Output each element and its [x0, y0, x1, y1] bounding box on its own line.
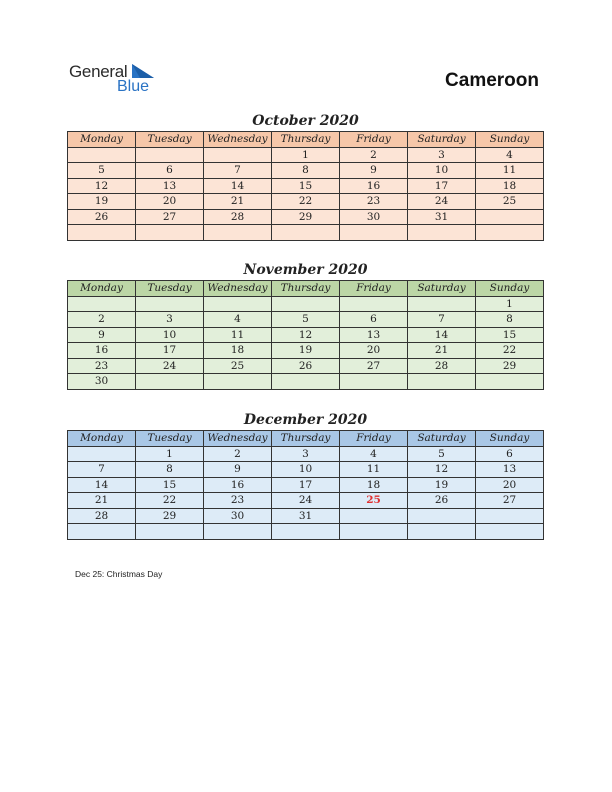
day-cell: 6 [136, 163, 204, 179]
day-cell: 3 [408, 147, 476, 163]
day-cell: 3 [136, 312, 204, 328]
day-cell: 25 [476, 194, 544, 210]
week-row [68, 477, 544, 493]
day-cell: 26 [408, 493, 476, 509]
weekday-header: Saturday [408, 431, 476, 447]
day-cell [408, 524, 476, 540]
day-cell [408, 374, 476, 390]
week-row [68, 178, 544, 194]
calendar-december [67, 411, 544, 540]
week-row [68, 163, 544, 179]
week-row [68, 296, 544, 312]
week-row [68, 462, 544, 478]
day-cell: 9 [68, 327, 136, 343]
day-cell [204, 524, 272, 540]
day-cell [340, 296, 408, 312]
weekday-header: Thursday [272, 132, 340, 148]
day-cell: 11 [204, 327, 272, 343]
day-cell [340, 524, 408, 540]
weekday-header: Friday [340, 431, 408, 447]
day-cell: 6 [340, 312, 408, 328]
day-cell [68, 524, 136, 540]
weekday-header: Monday [68, 281, 136, 297]
logo [69, 60, 169, 100]
weekday-header: Thursday [272, 431, 340, 447]
day-cell: 4 [476, 147, 544, 163]
day-cell: 14 [408, 327, 476, 343]
weekday-header: Wednesday [204, 132, 272, 148]
day-cell [68, 296, 136, 312]
day-cell: 29 [476, 358, 544, 374]
day-cell [136, 296, 204, 312]
day-cell: 11 [340, 462, 408, 478]
day-cell: 12 [408, 462, 476, 478]
day-cell: 27 [340, 358, 408, 374]
week-row [68, 358, 544, 374]
day-cell: 16 [340, 178, 408, 194]
day-cell: 14 [204, 178, 272, 194]
day-cell: 30 [68, 374, 136, 390]
day-cell: 28 [204, 209, 272, 225]
day-cell: 10 [272, 462, 340, 478]
calendar-october [67, 112, 544, 241]
weekday-header: Sunday [476, 281, 544, 297]
day-cell: 26 [272, 358, 340, 374]
day-cell: 29 [272, 209, 340, 225]
day-cell [476, 209, 544, 225]
day-cell [68, 446, 136, 462]
day-cell [204, 296, 272, 312]
month-grid [67, 430, 544, 540]
day-cell: 19 [408, 477, 476, 493]
day-cell: 9 [204, 462, 272, 478]
day-cell: 17 [272, 477, 340, 493]
day-cell: 24 [272, 493, 340, 509]
weekday-header: Tuesday [136, 431, 204, 447]
day-cell: 7 [408, 312, 476, 328]
day-cell: 5 [68, 163, 136, 179]
day-cell: 30 [340, 209, 408, 225]
week-row [68, 327, 544, 343]
day-cell [272, 225, 340, 241]
day-cell: 24 [408, 194, 476, 210]
day-cell: 13 [340, 327, 408, 343]
day-cell [340, 225, 408, 241]
day-cell: 10 [408, 163, 476, 179]
day-cell: 2 [68, 312, 136, 328]
day-cell: 1 [476, 296, 544, 312]
day-cell [476, 524, 544, 540]
weekday-header-row [68, 132, 544, 148]
day-cell [272, 296, 340, 312]
weekday-header: Saturday [408, 132, 476, 148]
day-cell: 31 [272, 508, 340, 524]
logo-text-blue: Blue [117, 78, 150, 95]
day-cell [136, 147, 204, 163]
day-cell: 18 [476, 178, 544, 194]
weekday-header: Saturday [408, 281, 476, 297]
day-cell [204, 225, 272, 241]
day-cell: 27 [476, 493, 544, 509]
month-grid [67, 131, 544, 241]
day-cell: 30 [204, 508, 272, 524]
day-cell: 8 [136, 462, 204, 478]
day-cell: 29 [136, 508, 204, 524]
day-cell: 18 [204, 343, 272, 359]
day-cell [476, 508, 544, 524]
month-title: October 2020 [252, 113, 359, 129]
day-cell: 23 [340, 194, 408, 210]
week-row [68, 374, 544, 390]
weekday-header: Sunday [476, 132, 544, 148]
holiday-note: Dec 25: Christmas Day [75, 569, 163, 579]
logo-text-general: General [69, 62, 128, 81]
weekday-header: Monday [68, 132, 136, 148]
day-cell: 9 [340, 163, 408, 179]
weekday-header: Sunday [476, 431, 544, 447]
day-cell: 12 [272, 327, 340, 343]
day-cell: 4 [204, 312, 272, 328]
day-cell: 27 [136, 209, 204, 225]
week-row [68, 524, 544, 540]
day-cell [340, 508, 408, 524]
weekday-header: Thursday [272, 281, 340, 297]
day-cell: 14 [68, 477, 136, 493]
day-cell: 16 [68, 343, 136, 359]
month-title: November 2020 [243, 262, 368, 278]
day-cell: 19 [68, 194, 136, 210]
day-cell: 21 [408, 343, 476, 359]
week-row [68, 312, 544, 328]
day-cell [408, 225, 476, 241]
weekday-header: Tuesday [136, 132, 204, 148]
day-cell: 2 [204, 446, 272, 462]
day-cell: 23 [68, 358, 136, 374]
day-cell: 20 [340, 343, 408, 359]
day-cell [68, 147, 136, 163]
weekday-header: Monday [68, 431, 136, 447]
week-row [68, 147, 544, 163]
week-row [68, 508, 544, 524]
day-cell [272, 374, 340, 390]
day-cell: 4 [340, 446, 408, 462]
day-cell: 26 [68, 209, 136, 225]
day-cell: 11 [476, 163, 544, 179]
week-row [68, 343, 544, 359]
day-cell: 1 [272, 147, 340, 163]
weekday-header: Friday [340, 281, 408, 297]
weekday-header-row [68, 281, 544, 297]
day-cell: 20 [136, 194, 204, 210]
day-cell: 13 [136, 178, 204, 194]
day-cell: 25 [204, 358, 272, 374]
day-cell: 12 [68, 178, 136, 194]
day-cell [476, 225, 544, 241]
week-row [68, 446, 544, 462]
day-cell [340, 374, 408, 390]
day-cell: 15 [136, 477, 204, 493]
day-cell: 16 [204, 477, 272, 493]
day-cell: 20 [476, 477, 544, 493]
day-cell: 5 [272, 312, 340, 328]
day-cell [204, 374, 272, 390]
day-cell: 28 [408, 358, 476, 374]
day-cell: 21 [204, 194, 272, 210]
day-cell: 3 [272, 446, 340, 462]
day-cell [68, 225, 136, 241]
day-cell: 8 [476, 312, 544, 328]
month-grid [67, 280, 544, 390]
day-cell: 2 [340, 147, 408, 163]
day-cell [272, 524, 340, 540]
day-cell: 23 [204, 493, 272, 509]
day-cell: 6 [476, 446, 544, 462]
day-cell: 1 [136, 446, 204, 462]
country-title: Cameroon [445, 70, 539, 91]
day-cell [136, 374, 204, 390]
day-cell: 18 [340, 477, 408, 493]
day-cell: 22 [136, 493, 204, 509]
day-cell: 22 [476, 343, 544, 359]
day-cell [408, 508, 476, 524]
logo-triangle-icon [132, 64, 154, 78]
day-cell: 19 [272, 343, 340, 359]
weekday-header: Wednesday [204, 431, 272, 447]
day-cell: 15 [272, 178, 340, 194]
day-cell: 22 [272, 194, 340, 210]
day-cell: 8 [272, 163, 340, 179]
weekday-header: Wednesday [204, 281, 272, 297]
week-row [68, 209, 544, 225]
day-cell [136, 225, 204, 241]
week-row [68, 194, 544, 210]
day-cell: 31 [408, 209, 476, 225]
day-cell: 17 [136, 343, 204, 359]
day-cell [136, 524, 204, 540]
day-cell [408, 296, 476, 312]
day-cell: 15 [476, 327, 544, 343]
day-cell: 17 [408, 178, 476, 194]
day-cell: 28 [68, 508, 136, 524]
day-cell: 7 [68, 462, 136, 478]
week-row [68, 493, 544, 509]
day-cell: 10 [136, 327, 204, 343]
day-cell: 5 [408, 446, 476, 462]
weekday-header: Friday [340, 132, 408, 148]
day-cell [204, 147, 272, 163]
day-cell: 25 [340, 493, 408, 509]
month-title: December 2020 [243, 412, 368, 428]
weekday-header: Tuesday [136, 281, 204, 297]
calendar-november [67, 261, 544, 390]
day-cell [476, 374, 544, 390]
day-cell: 21 [68, 493, 136, 509]
day-cell: 7 [204, 163, 272, 179]
week-row [68, 225, 544, 241]
day-cell: 13 [476, 462, 544, 478]
day-cell: 24 [136, 358, 204, 374]
weekday-header-row [68, 431, 544, 447]
